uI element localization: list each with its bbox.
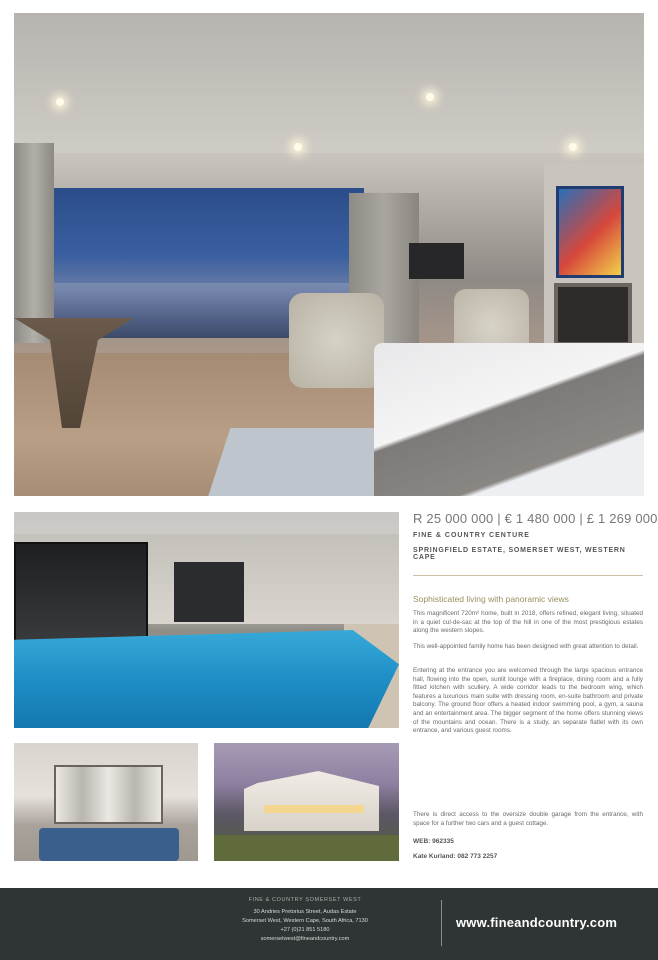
glass-doors <box>174 562 244 622</box>
downlight <box>569 143 577 151</box>
fireplace <box>554 283 632 346</box>
window <box>54 765 163 824</box>
office-heading: FINE & COUNTRY SOMERSET WEST <box>248 897 362 903</box>
reference-number: WEB: 962335 <box>413 838 454 845</box>
house <box>244 771 379 831</box>
headline: Sophisticated living with panoramic views <box>413 594 569 604</box>
main-bedroom-photo <box>14 13 644 496</box>
agent-contact: Kate Kurland: 082 773 2257 <box>413 853 498 860</box>
address-line: Somerset West, Western Cape, South Africa, 7130 <box>242 918 368 924</box>
exterior-photo <box>214 743 399 861</box>
living-room-photo <box>14 743 198 861</box>
downlight <box>426 93 434 101</box>
brand-line: FINE & COUNTRY CENTURE <box>413 532 530 539</box>
description-paragraph: This well-appointed family home has been designed with great attention to detail. <box>413 643 639 650</box>
curtain-left <box>14 143 54 343</box>
pool-water <box>14 630 399 728</box>
rug <box>39 828 179 861</box>
description-paragraph: This magnificent 720m² home, built in 2018, offers refined, elegant living, situated in a quiet cul-de-sac at the top of the hill in one of the most prestigious estates along the western slopes. <box>413 610 643 635</box>
footer <box>0 888 658 960</box>
television <box>409 243 464 279</box>
divider-rule <box>413 575 643 576</box>
artwork <box>556 186 624 278</box>
phone-line: +27 (0)21 851 5180 <box>280 927 330 933</box>
ceiling <box>14 13 644 153</box>
lawn <box>214 835 399 861</box>
downlight <box>294 143 302 151</box>
website-link[interactable]: www.fineandcountry.com <box>456 915 618 930</box>
bed <box>374 343 644 496</box>
price: R 25 000 000 | € 1 480 000 | £ 1 269 000 <box>413 511 658 526</box>
downlight <box>56 98 64 106</box>
footer-divider <box>441 900 442 946</box>
armchair <box>289 293 384 388</box>
glass-doors <box>14 542 148 646</box>
address-line: 30 Andries Pretorius Street, Audas Estate <box>253 909 357 915</box>
indoor-pool-photo <box>14 512 399 728</box>
description-paragraph: There is direct access to the oversize double garage from the entrance, with space for a further two cars and a guest cottage. <box>413 811 643 827</box>
description-paragraph: Entering at the entrance you are welcomed through the large spacious entrance hall, flowing into the open, sunlit lounge with a fireplace, dining room and a fully fitted kitchen with scullery. A wide corridor leads to the bedroom wing, which features a luxurious main suite with dressing room, en-suite bathroom and private balcony. The ground floor offers a heated indoor swimming pool, a gym, a sauna and an entertainment area. The bigger segment of the home offers stunning views of the mountains and ocean. There is a study, an separate flatlet with its own entrance, and various guest rooms. <box>413 667 643 735</box>
email-line[interactable]: somersetwest@fineandcountry.com <box>260 936 350 942</box>
location-line: SPRINGFIELD ESTATE, SOMERSET WEST, WESTERN CAPE <box>413 547 626 561</box>
window-lights <box>264 805 364 813</box>
